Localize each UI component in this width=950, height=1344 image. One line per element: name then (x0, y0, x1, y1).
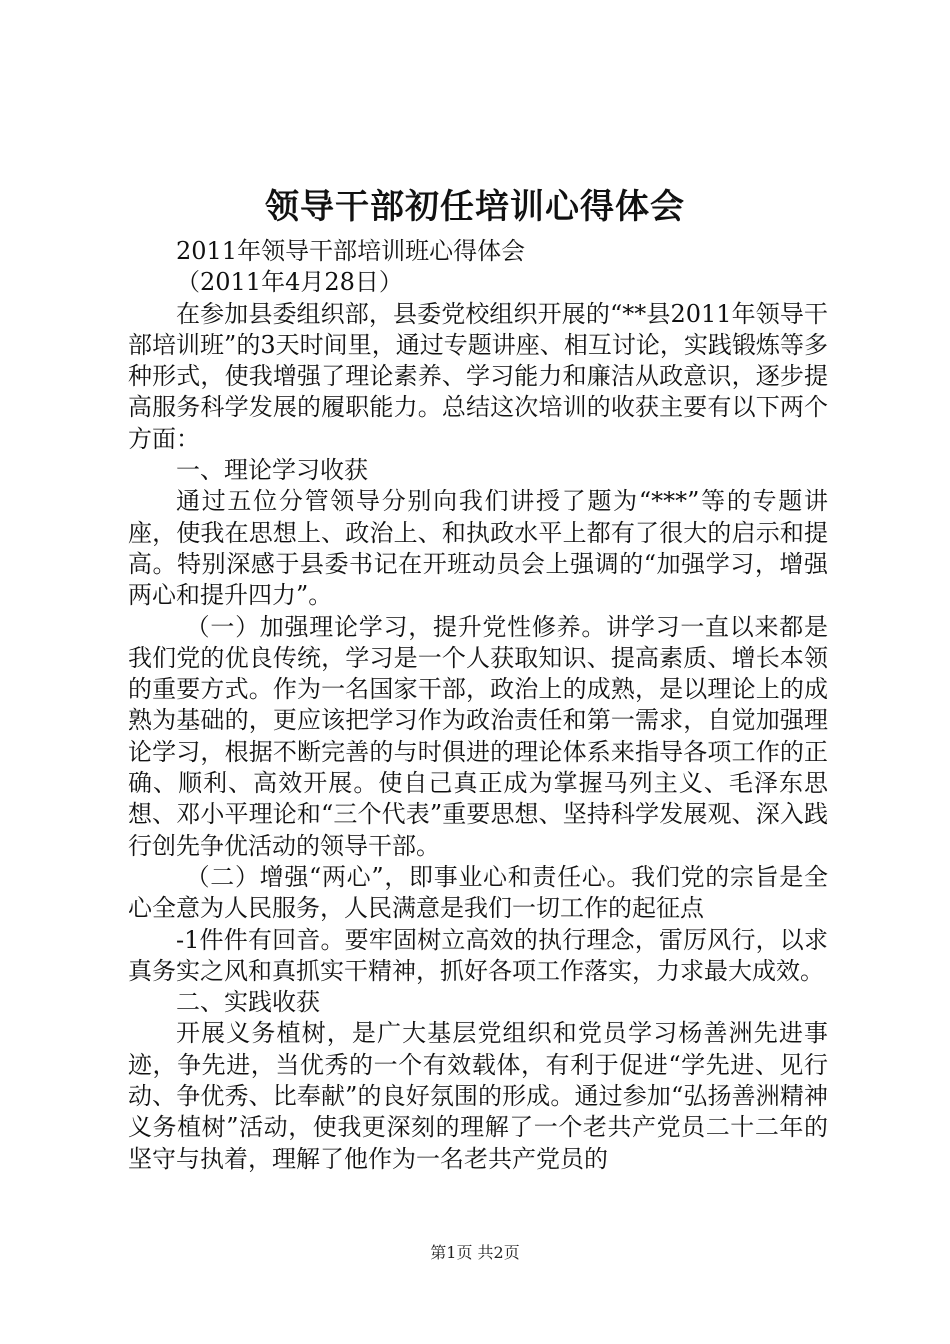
theory-point-two-continued: -1件件有回音。要牢固树立高效的执行理念，雷厉风行，以求真务实之风和真抓实干精神，抓好各项工作落实，力求最大成效。 (128, 925, 828, 985)
subtitle-paragraph: 2011年领导干部培训班心得体会 (176, 237, 526, 265)
page-footer: 第1页 共2页 (430, 1243, 520, 1262)
theory-point-one: （一）加强理论学习，提升党性修养。讲学习一直以来都是我们党的优良传统，学习是一个人获取知识、提高素质、增长本领的重要方式。作为一名国家干部，政治上的成熟，是以理论上的成熟为基础的，更应该把学习作为政治责任和第一需求，自觉加强理论学习，根据不断完善的与时俱进的理论体系来指导各项工作的正确、顺利、高效开展。使自己真正成为掌握马列主义、毛泽东思想、邓小平理论和“三个代表”重要思想、坚持科学发展观、深入践行创先争优活动的领导干部。 (128, 612, 828, 860)
theory-point-two: （二）增强“两心”，即事业心和责任心。我们党的宗旨是全心全意为人民服务，人民满意是我们一切工作的起征点 (128, 862, 828, 923)
theory-paragraph: 通过五位分管领导分别向我们讲授了题为“***”等的专题讲座，使我在思想上、政治上、和执政水平上都有了很大的启示和提高。特别深感于县委书记在开班动员会上强调的“加强学习，增强两心和提升四力”。 (128, 487, 828, 610)
intro-paragraph: 在参加县委组织部，县委党校组织开展的“**县2011年领导干部培训班”的3天时间里，通过专题讲座、相互讨论，实践锻炼等多种形式，使我增强了理论素养、学习能力和廉洁从政意识，逐步提高服务科学发展的履职能力。总结这次培训的收获主要有以下两个方面： (128, 299, 828, 453)
document-body (128, 236, 828, 1175)
section-heading-practice: 二、实践收获 (176, 988, 320, 1017)
date-paragraph: （2011年4月28日） (176, 268, 403, 297)
section-heading-theory: 一、理论学习收获 (176, 456, 368, 485)
document-title: 领导干部初任培训心得体会 (265, 187, 685, 227)
practice-paragraph: 开展义务植树，是广大基层党组织和党员学习杨善洲先进事迹，争先进，当优秀的一个有效载体，有利于促进“学先进、见行动、争优秀、比奉献”的良好氛围的形成。通过参加“弘扬善洲精神义务植树”活动，使我更深刻的理解了一个老共产党员二十二年的坚守与执着，理解了他作为一名老共产党员的 (128, 1019, 828, 1173)
